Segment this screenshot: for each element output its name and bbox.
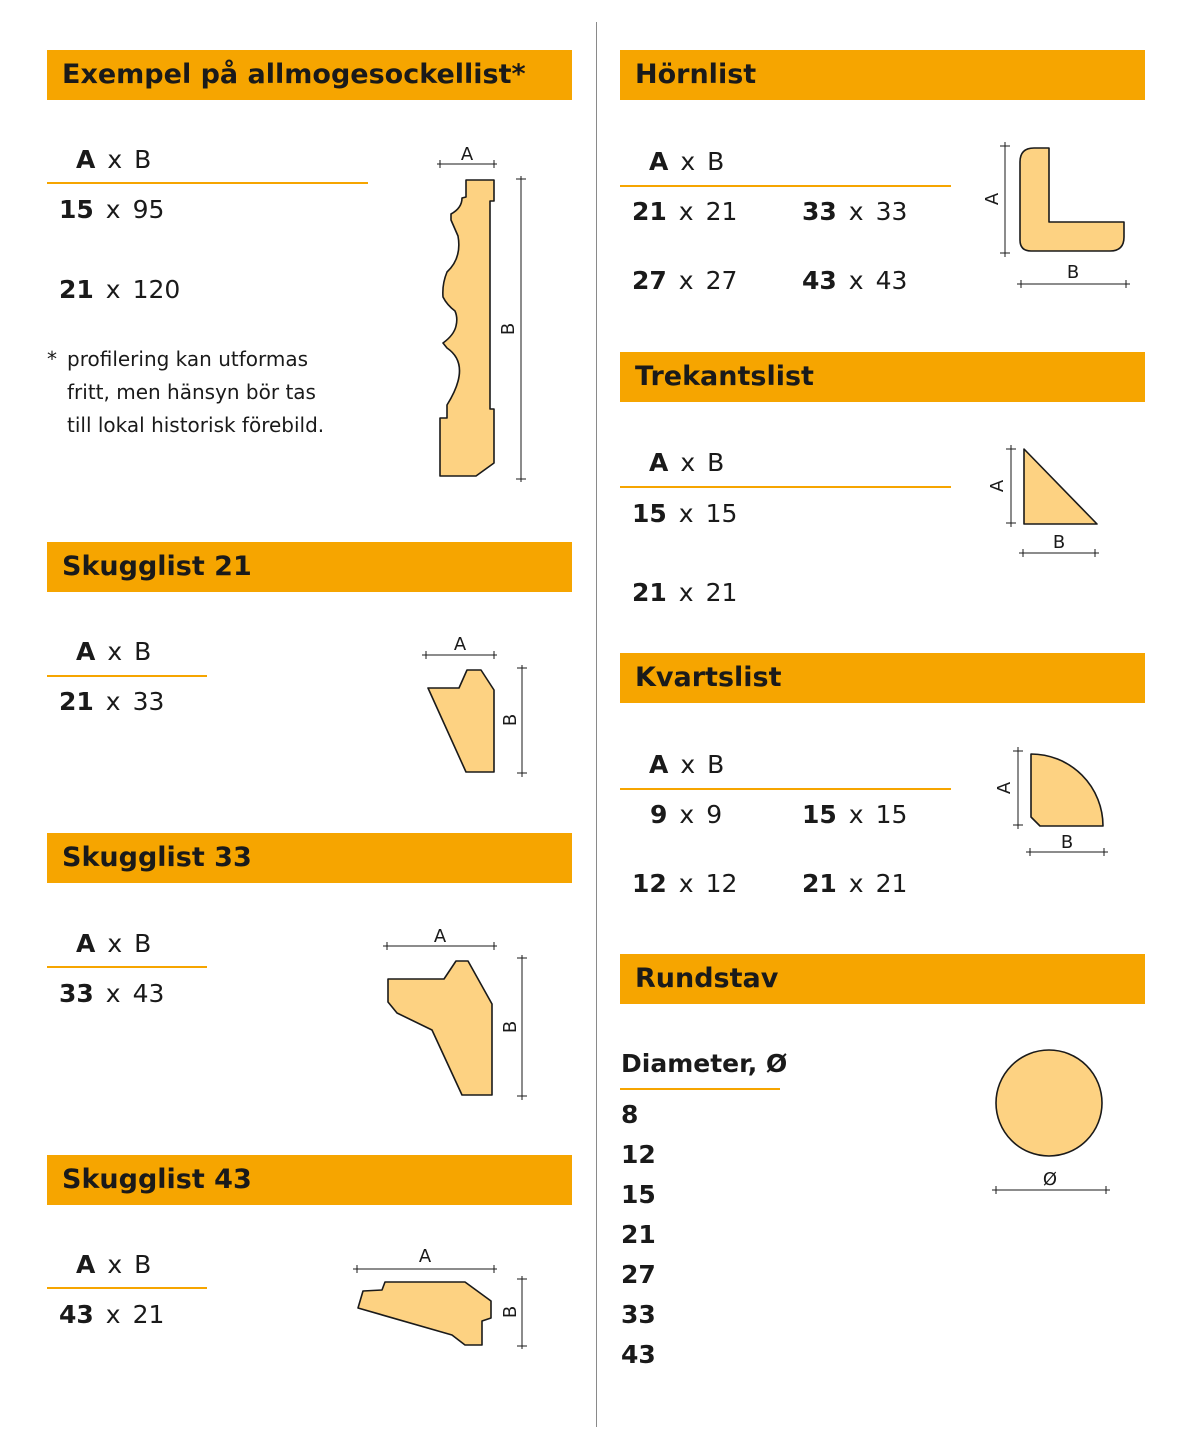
section-title-skugglist-43: Skugglist 43 bbox=[47, 1155, 572, 1205]
section-title-allmoge: Exempel på allmogesockellist* bbox=[47, 50, 572, 100]
size-row: 12 x 12 bbox=[632, 869, 738, 898]
size-header-kvartslist: A x B bbox=[649, 750, 725, 779]
diameter-item: 12 bbox=[621, 1140, 656, 1169]
size-row: 9 x 9 bbox=[650, 800, 723, 829]
size-header-hornlist: A x B bbox=[649, 147, 725, 176]
dimension-a-label: A bbox=[460, 144, 474, 165]
dimension-a-label: A bbox=[433, 926, 447, 947]
size-row: 15 x 95 bbox=[59, 195, 165, 224]
size-row: 43 x 21 bbox=[59, 1300, 165, 1329]
dimension-b-label: B bbox=[500, 1305, 521, 1319]
size-row: 43 x 43 bbox=[802, 266, 908, 295]
diameter-item: 21 bbox=[621, 1220, 656, 1249]
diameter-header: Diameter, Ø bbox=[621, 1049, 788, 1078]
dimension-diameter-label: Ø bbox=[1042, 1169, 1058, 1190]
section-title-rundstav: Rundstav bbox=[620, 954, 1145, 1004]
size-row: 21 x 21 bbox=[632, 578, 738, 607]
size-header-skugglist-21: A x B bbox=[76, 637, 152, 666]
size-row: 15 x 15 bbox=[802, 800, 908, 829]
size-row: 33 x 33 bbox=[802, 197, 908, 226]
diameter-item: 27 bbox=[621, 1260, 656, 1289]
dimension-a-label: A bbox=[418, 1246, 432, 1267]
dimension-a-label: A bbox=[987, 479, 1008, 493]
dimension-a-label: A bbox=[453, 634, 467, 655]
section-title-skugglist-33: Skugglist 33 bbox=[47, 833, 572, 883]
dimension-a-label: A bbox=[982, 192, 1003, 206]
dimension-b-label: B bbox=[1060, 832, 1074, 853]
diameter-item: 8 bbox=[621, 1100, 639, 1129]
dimension-b-label: B bbox=[1052, 532, 1066, 553]
diameter-item: 15 bbox=[621, 1180, 656, 1209]
size-header-skugglist-33: A x B bbox=[76, 929, 152, 958]
dimension-b-label: B bbox=[1066, 262, 1080, 283]
section-title-hornlist: Hörnlist bbox=[620, 50, 1145, 100]
footnote: * profilering kan utformas fritt, men hänsyn bör tas till lokal historisk förebild. bbox=[47, 347, 325, 437]
section-title-kvartslist: Kvartslist bbox=[620, 653, 1145, 703]
size-row: 21 x 33 bbox=[59, 687, 165, 716]
diameter-item: 33 bbox=[621, 1300, 656, 1329]
section-title-trekantslist: Trekantslist bbox=[620, 352, 1145, 402]
size-header-trekantslist: A x B bbox=[649, 448, 725, 477]
dimension-b-label: B bbox=[500, 713, 521, 727]
size-row: 33 x 43 bbox=[59, 979, 165, 1008]
diameter-item: 43 bbox=[621, 1340, 656, 1369]
size-row: 21 x 120 bbox=[59, 275, 181, 304]
section-title-skugglist-21: Skugglist 21 bbox=[47, 542, 572, 592]
size-row: 21 x 21 bbox=[632, 197, 738, 226]
size-header-allmoge: A x B bbox=[76, 145, 152, 174]
size-row: 27 x 27 bbox=[632, 266, 738, 295]
rundstav-shape bbox=[996, 1050, 1102, 1156]
size-row: 21 x 21 bbox=[802, 869, 908, 898]
dimension-b-label: B bbox=[500, 1020, 521, 1034]
dimension-a-label: A bbox=[994, 781, 1015, 795]
size-header-skugglist-43: A x B bbox=[76, 1250, 152, 1279]
dimension-b-label: B bbox=[498, 322, 519, 336]
size-row: 15 x 15 bbox=[632, 499, 738, 528]
